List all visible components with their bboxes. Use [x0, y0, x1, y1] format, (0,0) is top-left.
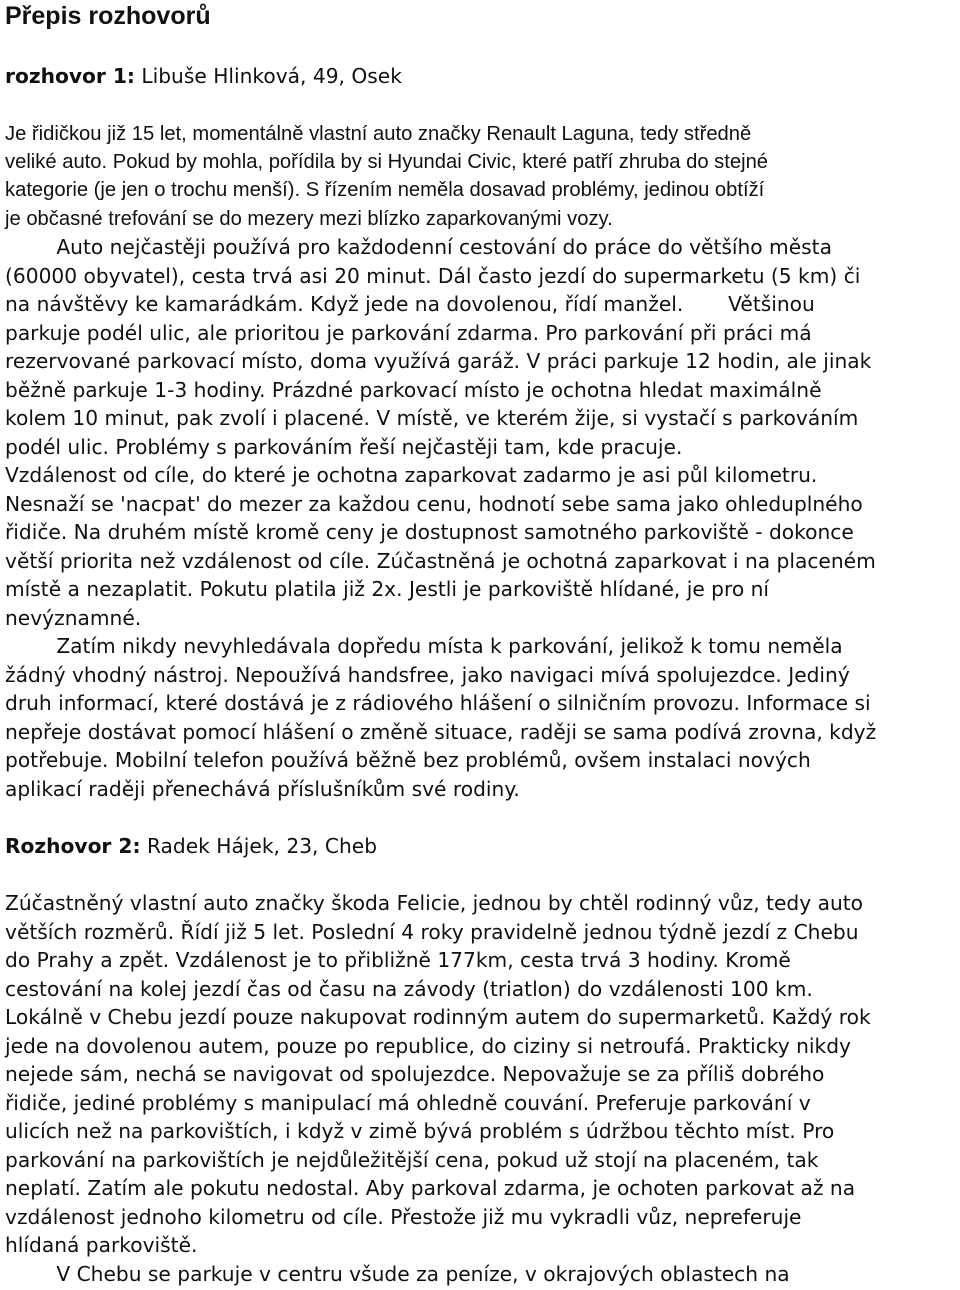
text-line: Lokálně v Chebu jezdí pouze nakupovat rodinným autem do supermarketů. Každý rok	[5, 1005, 871, 1029]
text-line: Auto nejčastěji používá pro každodenní cestování do práce do většího města	[5, 235, 832, 259]
text-line: Nesnaží se 'nacpat' do mezer za každou cenu, hodnotí sebe sama jako ohleduplného	[5, 492, 863, 516]
text-line: Zatím nikdy nevyhledávala dopředu místa k parkování, jelikož k tomu neměla	[5, 634, 843, 658]
text-line: na návštěvy ke kamarádkám. Když jede na dovolenou, řídí manžel. Většinou	[5, 292, 815, 316]
text-line: Je řidičkou již 15 let, momentálně vlastní auto značky Renault Laguna, tedy středně	[5, 123, 752, 145]
text-line: kolem 10 minut, pak zvolí i placené. V místě, ve kterém žije, si vystačí s parkováním	[5, 406, 859, 430]
text-line: druh informací, které dostává je z rádiového hlášení o silničním provozu. Informace si	[5, 691, 871, 715]
text-line: řidiče, jediné problémy s manipulací má ohledně couvání. Preferuje parkování v	[5, 1091, 811, 1115]
text-line: vzdálenost jednoho kilometru od cíle. Přestože již mu vykradli vůz, nepreferuje	[5, 1205, 802, 1229]
text-line: Zúčastněný vlastní auto značky škoda Felicie, jednou by chtěl rodinný vůz, tedy auto	[5, 891, 864, 915]
text-line: nevýznamné.	[5, 606, 142, 630]
text-line: hlídaná parkoviště.	[5, 1233, 198, 1257]
text-line: ulicích než na parkovištích, i když v zimě bývá problém s údržbou těchto míst. Pro	[5, 1119, 835, 1143]
text-line: parkuje podél ulic, ale prioritou je parkování zdarma. Pro parkování při práci má	[5, 321, 812, 345]
interview-1-label: rozhovor 1:	[5, 64, 135, 88]
text-line: jede na dovolenou autem, pouze po republice, do ciziny si netroufá. Prakticky nikdy	[5, 1034, 851, 1058]
text-line: nepřeje dostávat pomocí hlášení o změně situace, raději se sama podívá zrovna, když	[5, 720, 877, 744]
text-line: neplatí. Zatím ale pokutu nedostal. Aby parkoval zdarma, je ochoten parkovat až na	[5, 1176, 856, 1200]
interview-2-person: Radek Hájek, 23, Cheb	[140, 834, 378, 858]
page-title: Přepis rozhovorů	[5, 2, 211, 30]
text-line: V Chebu se parkuje v centru všude za peníze, v okrajových oblastech na	[5, 1262, 790, 1286]
interview-1-person: Libuše Hlinková, 49, Osek	[134, 64, 402, 88]
text-line: rezervované parkovací místo, doma využívá garáž. V práci parkuje 12 hodin, ale jinak	[5, 349, 872, 373]
text-line: řidiče. Na druhém místě kromě ceny je dostupnost samotného parkoviště - dokonce	[5, 520, 854, 544]
text-line: místě a nezaplatit. Pokutu platila již 2x. Jestli je parkoviště hlídané, je pro ní	[5, 577, 769, 601]
text-line: je občasné trefování se do mezery mezi blízko zaparkovanými vozy.	[5, 208, 613, 230]
text-line: kategorie (je jen o trochu menší). S řízením neměla dosavad problémy, jedinou obtíží	[5, 179, 765, 201]
text-line: Vzdálenost od cíle, do které je ochotna zaparkovat zadarmo je asi půl kilometru.	[5, 463, 818, 487]
text-line: žádný vhodný nástroj. Nepoužívá handsfree, jako navigaci mívá spolujezdce. Jediný	[5, 663, 850, 687]
interview-2-label: Rozhovor 2:	[5, 834, 141, 858]
text-line: nejede sám, nechá se navigovat od spolujezdce. Nepovažuje se za příliš dobrého	[5, 1062, 825, 1086]
text-line: veliké auto. Pokud by mohla, pořídila by si Hyundai Civic, které patří zhruba do stejné	[5, 151, 769, 173]
text-line: cestování na kolej jezdí čas od času na závody (triatlon) do vzdálenosti 100 km.	[5, 977, 813, 1001]
text-line: běžně parkuje 1-3 hodiny. Prázdné parkovací místo je ochotna hledat maximálně	[5, 378, 822, 402]
text-line: podél ulic. Problémy s parkováním řeší nejčastěji tam, kde pracuje.	[5, 435, 683, 459]
text-line: potřebuje. Mobilní telefon používá běžně bez problémů, ovšem instalaci nových	[5, 748, 811, 772]
text-line: větší priorita než vzdálenost od cíle. Zúčastněná je ochotná zaparkovat i na placeném	[5, 549, 876, 573]
text-line: aplikací raději přenechává příslušníkům své rodiny.	[5, 777, 520, 801]
text-line: větších rozměrů. Řídí již 5 let. Poslední 4 roky pravidelně jednou týdně jezdí z Chebu	[5, 920, 859, 944]
text-line: (60000 obyvatel), cesta trvá asi 20 minut. Dál často jezdí do supermarketu (5 km) či	[5, 264, 861, 288]
text-line: do Prahy a zpět. Vzdálenost je to přibližně 177km, cesta trvá 3 hodiny. Kromě	[5, 948, 791, 972]
interview-2-heading	[5, 832, 377, 860]
interview-1-heading	[5, 62, 402, 90]
text-line: parkování na parkovištích je nejdůležitější cena, pokud už stojí na placeném, tak	[5, 1148, 819, 1172]
